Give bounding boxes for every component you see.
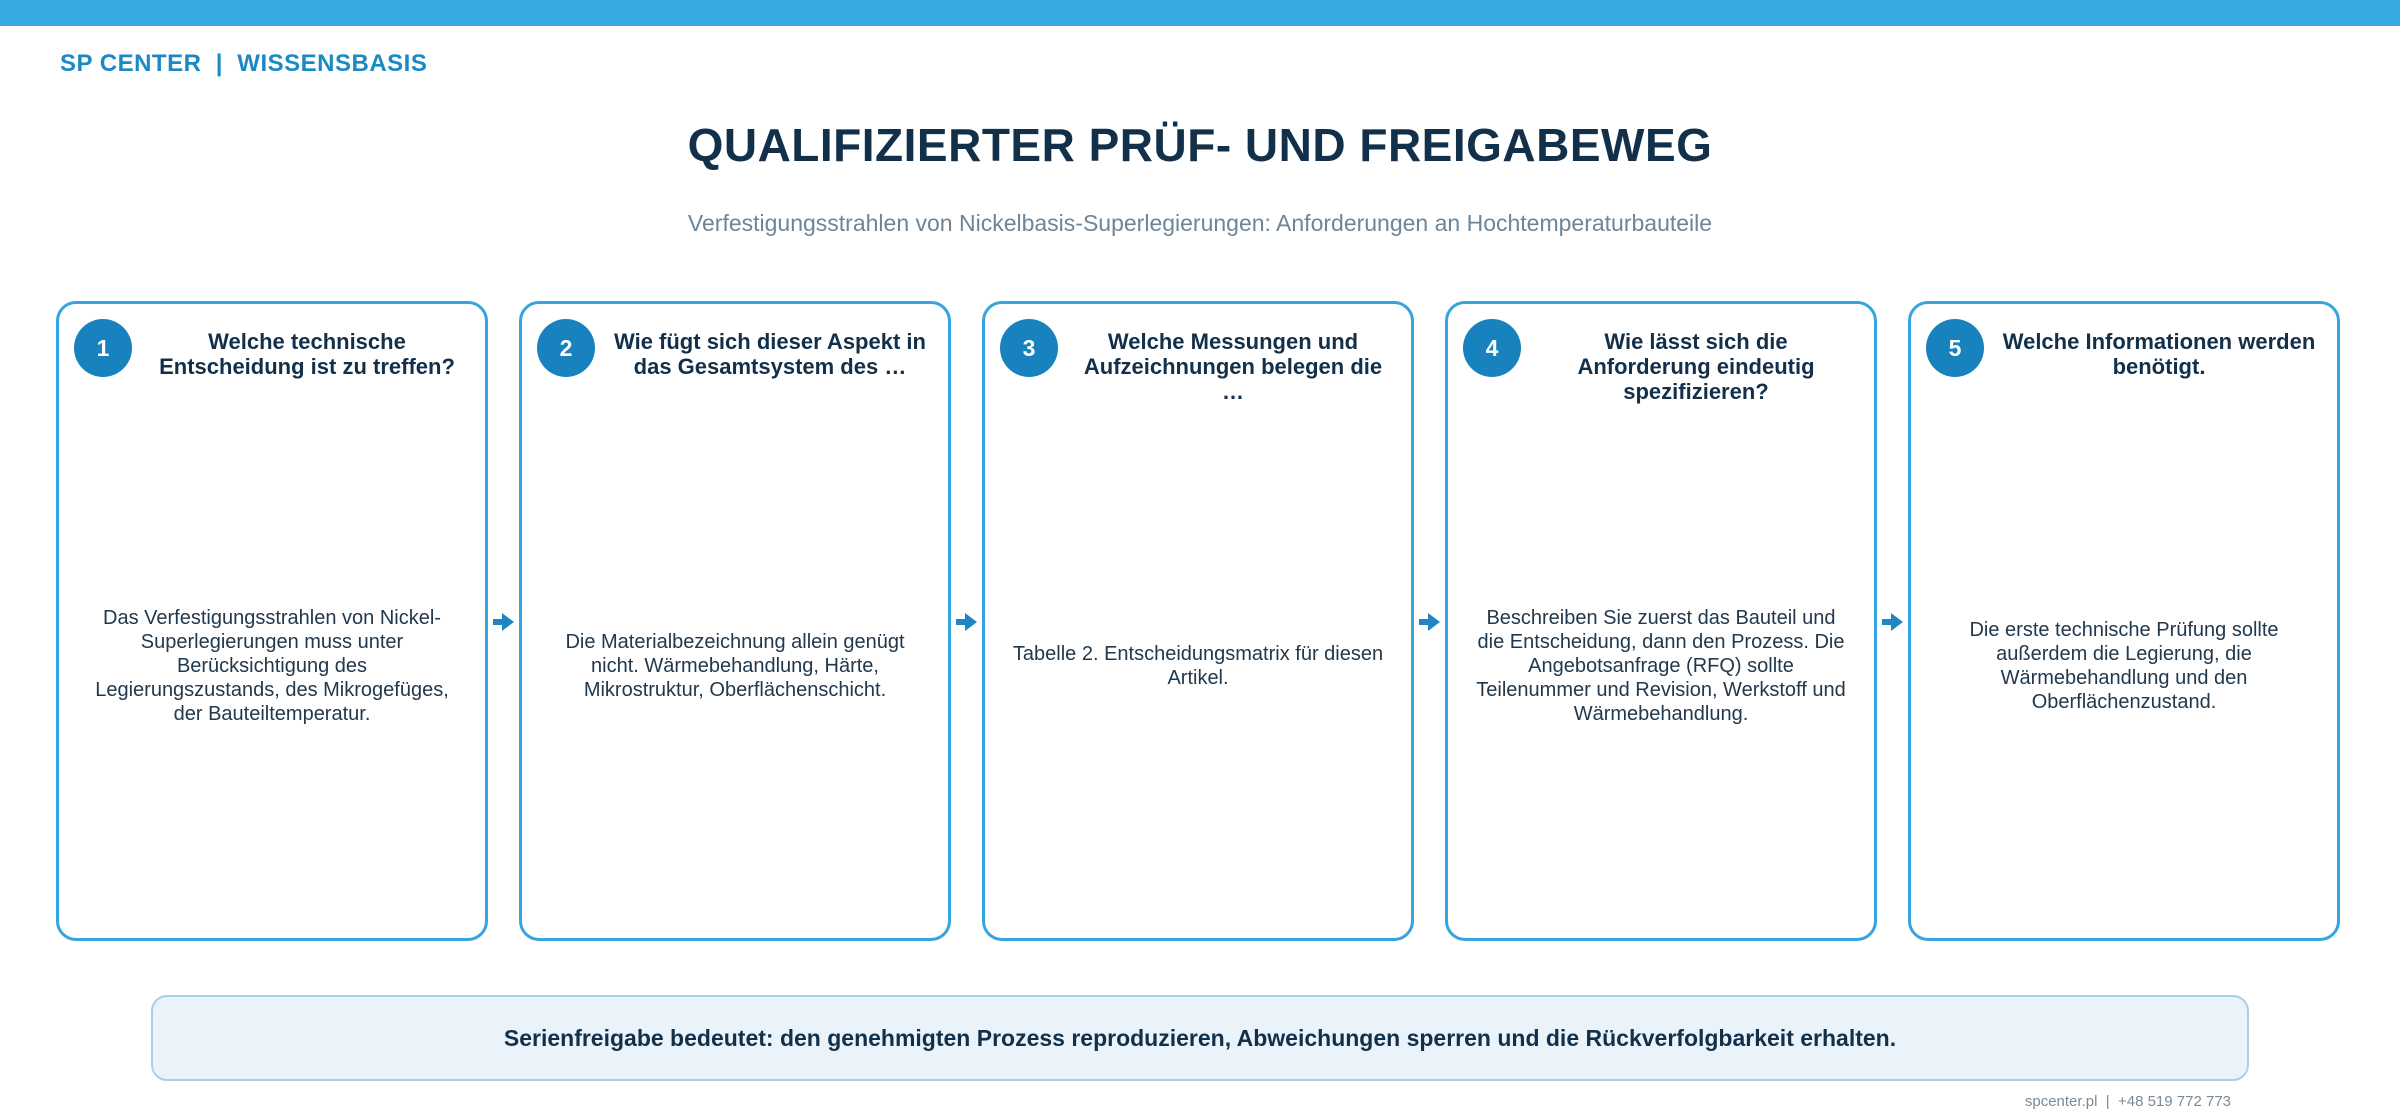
summary-banner <box>151 995 2249 1081</box>
step-description: Tabelle 2. Entscheidungsmatrix für diesen Artikel. <box>1012 643 1384 689</box>
step-question: Wie lässt sich die Anforderung eindeutig spezifizieren? <box>1577 329 1815 404</box>
arrow-right-icon <box>1419 611 1441 633</box>
step-card-2 <box>519 301 951 941</box>
step-card-1 <box>56 301 488 941</box>
step-description: Die Materialbezeichnung allein genügt nicht. Wärmebehandlung, Härte, Mikrostruktur, Oberflächenschicht. <box>565 631 905 701</box>
arrow-right-icon <box>493 611 515 633</box>
step-number-badge: 2 <box>537 319 595 377</box>
step-question: Welche technische Entscheidung ist zu treffen? <box>159 329 455 379</box>
step-question: Welche Messungen und Aufzeichnungen belegen die … <box>1083 329 1383 404</box>
step-card-5 <box>1908 301 2340 941</box>
step-description: Das Verfestigungsstrahlen von Nickel-Superlegierungen muss unter Berücksichtigung des Legierungszustands, des Mikrogefüges, der Bauteiltemperatur. <box>95 607 449 725</box>
arrow-right-icon <box>1882 611 1904 633</box>
step-number-badge: 4 <box>1463 319 1521 377</box>
brand-label: SP CENTER | WISSENSBASIS <box>60 50 428 77</box>
arrow-right-icon <box>956 611 978 633</box>
step-card-3 <box>982 301 1414 941</box>
step-number-badge: 3 <box>1000 319 1058 377</box>
step-number-badge: 1 <box>74 319 132 377</box>
page-subtitle: Verfestigungsstrahlen von Nickelbasis-Superlegierungen: Anforderungen an Hochtemperaturbauteile <box>687 210 1713 236</box>
step-question: Welche Informationen werden benötigt. <box>2002 329 2316 379</box>
step-card-4 <box>1445 301 1877 941</box>
footer-contact: spcenter.pl | +48 519 772 773 <box>2024 1093 2231 1110</box>
step-question: Wie fügt sich dieser Aspekt in das Gesamtsystem des … <box>614 329 926 379</box>
summary-banner-text: Serienfreigabe bedeutet: den genehmigten Prozess reproduzieren, Abweichungen sperren und die Rückverfolgbarkeit erhalten. <box>503 1024 1897 1051</box>
step-number-badge: 5 <box>1926 319 1984 377</box>
top-accent-bar <box>0 0 2400 26</box>
step-description: Die erste technische Prüfung sollte außerdem die Legierung, die Wärmebehandlung und den Oberflächenzustand. <box>1969 619 2279 713</box>
step-description: Beschreiben Sie zuerst das Bauteil und die Entscheidung, dann den Prozess. Die Angebotsanfrage (RFQ) sollte Teilenummer und Revision, Werkstoff und Wärmebehandlung. <box>1476 607 1846 725</box>
page-title: QUALIFIZIERTER PRÜF- UND FREIGABEWEG <box>687 119 1713 171</box>
